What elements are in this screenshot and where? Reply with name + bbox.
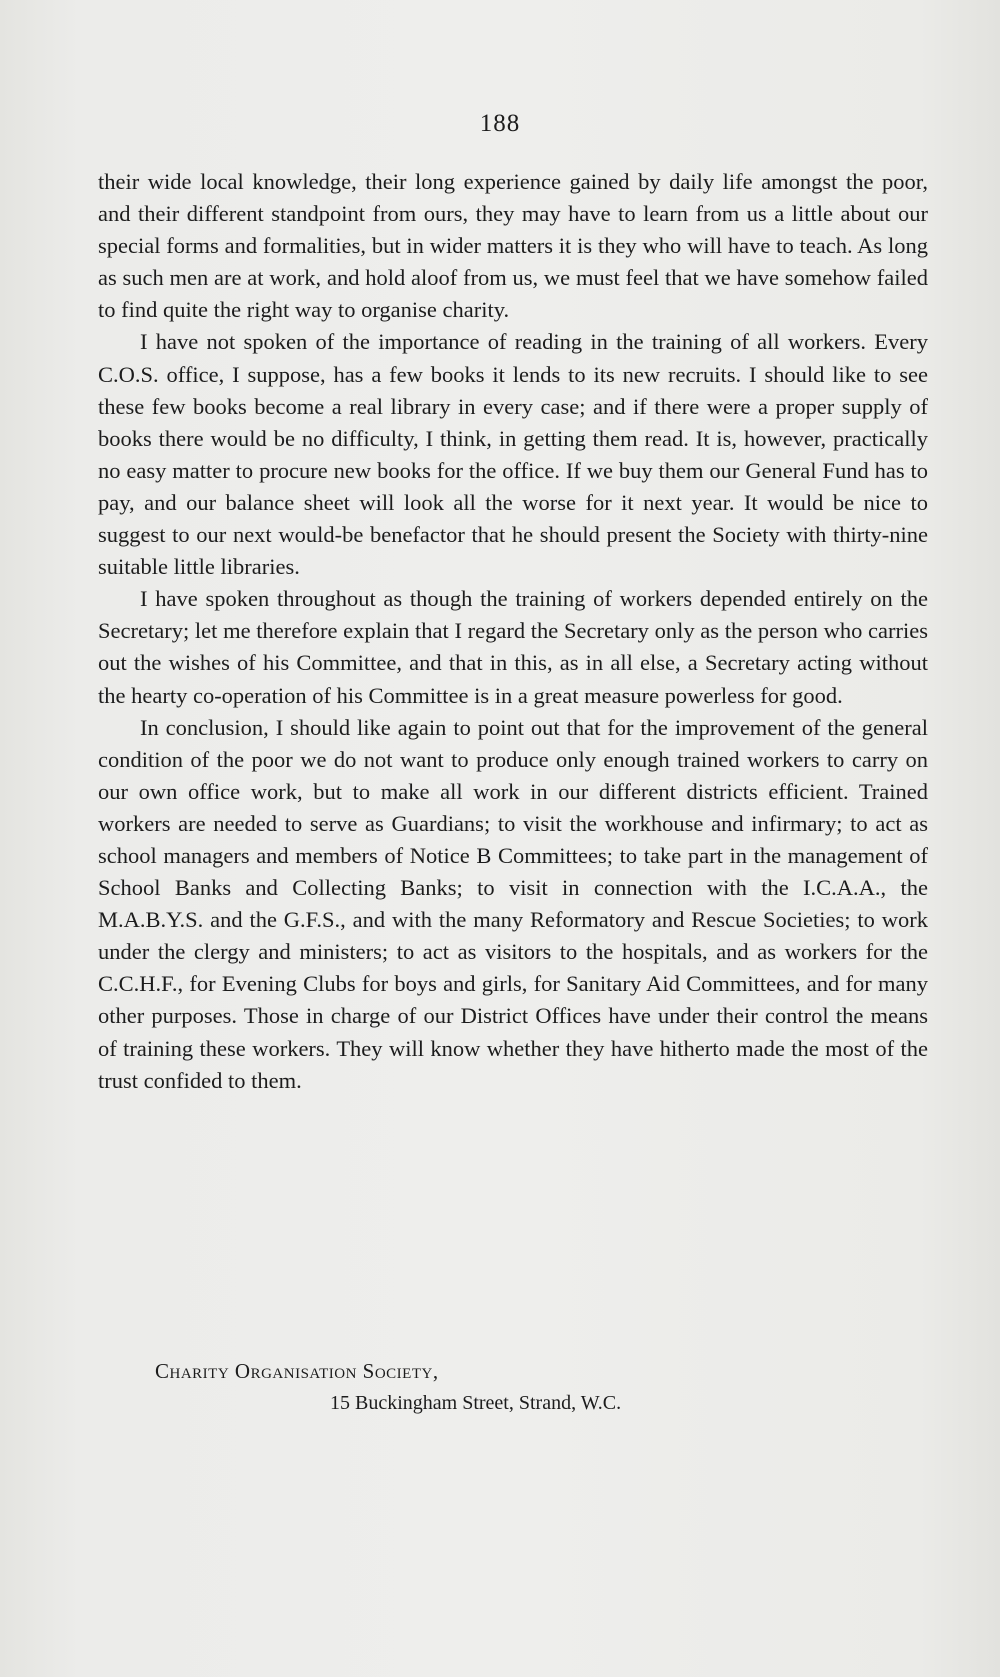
signature-organisation: Charity Organisation Society, [155,1359,439,1383]
page-number: 188 [479,110,521,137]
paragraph-1: their wide local knowledge, their long experience gained by daily life amongst the poor, and their different standpoint from ours, they may have to learn from us a little about our special forms and formalities, but in wider matters it is they who will have to teach. As long as such men are at work, and hold aloof from us, we must feel that we have somehow failed to find quite the right way to organise charity. [98,169,928,323]
body-text [98,166,928,1097]
signature-address: 15 Buckingham Street, Strand, W.C. [330,1392,622,1414]
paragraph-2: I have not spoken of the importance of reading in the training of all workers. Every C.O.S. office, I suppose, has a few books it lends to its new recruits. I should like to see these few books become a real library in every case; and if there were a proper supply of books there would be no difficulty, I think, in getting them read. It is, however, practically no easy matter to procure new books for the office. If we buy them our General Fund has to pay, and our balance sheet will look all the worse for it next year. It would be nice to suggest to our next would-be benefactor that he should present the Society with thirty-nine suitable little libraries. [98,329,928,580]
paragraph-3: I have spoken throughout as though the training of workers depended entirely on the Secretary; let me therefore explain that I regard the Secretary only as the person who carries out the wishes of his Committee, and that in this, as in all else, a Secretary acting without the hearty co-operation of his Committee is in a great measure powerless for good. [98,586,928,708]
signature-block [155,1355,855,1419]
paragraph-4: In conclusion, I should like again to point out that for the improvement of the general condition of the poor we do not want to produce only enough trained workers to carry on our own office work, but to make all work in our different districts efficient. Trained workers are needed to serve as Guardians; to visit the workhouse and infirmary; to act as school managers and members of Notice B Committees; to take part in the management of School Banks and Collecting Banks; to visit in connection with the I.C.A.A., the M.A.B.Y.S. and the G.F.S., and with the many Reformatory and Rescue Societies; to work under the clergy and ministers; to act as visitors to the hospitals, and as workers for the C.C.H.F., for Evening Clubs for boys and girls, for Sanitary Aid Committees, and for many other purposes. Those in charge of our District Offices have under their control the means of training these workers. They will know whether they have hitherto made the most of the trust confided to them. [98,714,928,1093]
